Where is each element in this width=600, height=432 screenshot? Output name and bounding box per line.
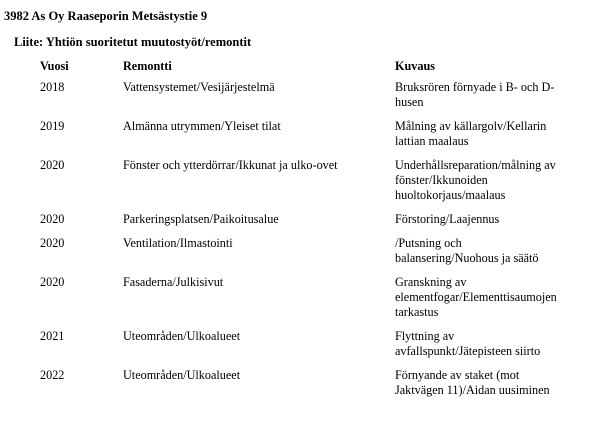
document-title: 3982 As Oy Raaseporin Metsästystie 9 — [4, 9, 208, 23]
description-line: Underhållsreparation/målning av — [395, 158, 556, 172]
cell-description — [395, 329, 580, 368]
table-row — [40, 236, 580, 275]
cell-renovation: Vattensystemet/Vesijärjestelmä — [123, 80, 275, 94]
renovations-table — [40, 59, 580, 398]
cell-renovation: Fönster och ytterdörrar/Ikkunat ja ulko-ovet — [123, 158, 338, 172]
cell-description — [395, 275, 580, 329]
cell-year: 2021 — [40, 329, 65, 343]
cell-renovation: Parkeringsplatsen/Paikoitusalue — [123, 212, 279, 226]
cell-renovation: Fasaderna/Julkisivut — [123, 275, 224, 289]
cell-description — [395, 158, 580, 212]
cell-year: 2020 — [40, 158, 65, 172]
description-line: /Putsning och — [395, 236, 462, 250]
cell-description — [395, 212, 580, 236]
table-row — [40, 119, 580, 158]
description-line: Bruksrören förnyade i B- och D- — [395, 80, 555, 94]
document-subtitle: Liite: Yhtiön suoritetut muutostyöt/remontit — [14, 35, 252, 49]
cell-renovation: Uteområden/Ulkoalueet — [123, 329, 241, 343]
table-row — [40, 368, 580, 398]
table-header-row — [40, 59, 580, 80]
cell-year: 2020 — [40, 275, 65, 289]
cell-description — [395, 236, 580, 275]
table-body — [40, 80, 580, 398]
cell-year: 2018 — [40, 80, 65, 94]
table-row — [40, 212, 580, 236]
description-line: lattian maalaus — [395, 134, 469, 148]
cell-description — [395, 368, 580, 398]
cell-description — [395, 80, 580, 119]
cell-renovation: Uteområden/Ulkoalueet — [123, 368, 241, 382]
table-row — [40, 158, 580, 212]
description-line: husen — [395, 95, 424, 109]
header-description: Kuvaus — [395, 59, 435, 73]
cell-year: 2020 — [40, 236, 65, 250]
cell-description — [395, 119, 580, 158]
description-line: fönster/Ikkunoiden — [395, 173, 488, 187]
cell-renovation: Ventilation/Ilmastointi — [123, 236, 233, 250]
cell-year: 2020 — [40, 212, 65, 226]
description-line: balansering/Nuohous ja säätö — [395, 251, 539, 265]
table-row — [40, 275, 580, 329]
description-line: Målning av källargolv/Kellarin — [395, 119, 547, 133]
description-line: Flyttning av — [395, 329, 455, 343]
description-line: Förstoring/Laajennus — [395, 212, 500, 226]
table-row — [40, 329, 580, 368]
description-line: tarkastus — [395, 305, 439, 319]
header-year: Vuosi — [40, 59, 69, 73]
description-line: elementfogar/Elementtisaumojen — [395, 290, 557, 304]
description-line: Granskning av — [395, 275, 467, 289]
cell-year: 2022 — [40, 368, 65, 382]
cell-year: 2019 — [40, 119, 65, 133]
description-line: avfallspunkt/Jätepisteen siirto — [395, 344, 541, 358]
description-line: Jaktvägen 11)/Aidan uusiminen — [395, 383, 550, 397]
header-renovation: Remontti — [123, 59, 172, 73]
description-line: huoltokorjaus/maalaus — [395, 188, 506, 202]
description-line: Förnyande av staket (mot — [395, 368, 520, 382]
cell-renovation: Almänna utrymmen/Yleiset tilat — [123, 119, 281, 133]
table-row — [40, 80, 580, 119]
